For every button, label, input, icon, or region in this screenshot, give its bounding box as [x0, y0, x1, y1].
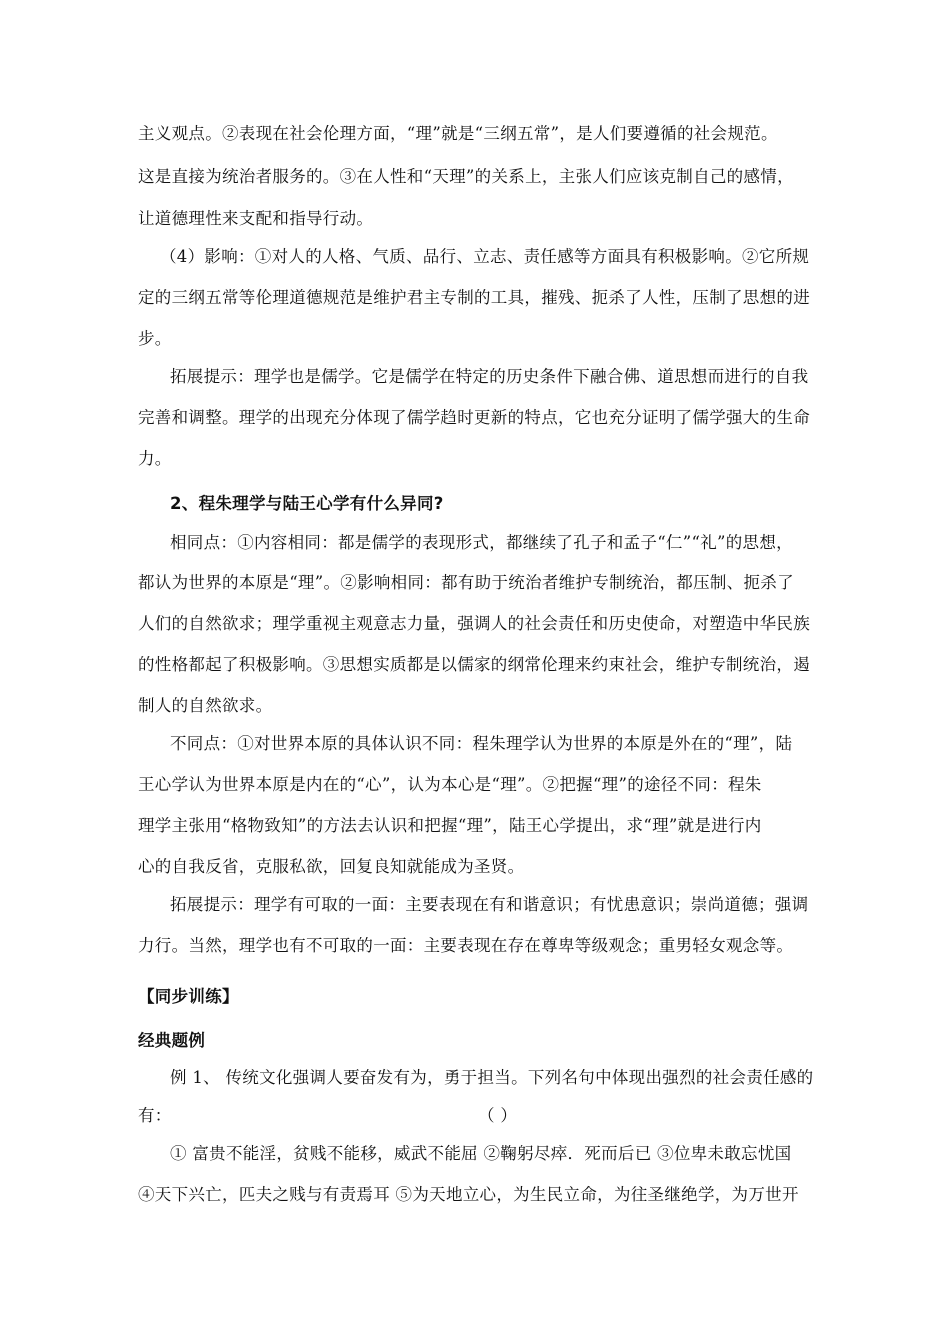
section-heading: 2、程朱理学与陆王心学有什么异同?: [170, 494, 444, 513]
text-line: 相同点：①内容相同：都是儒学的表现形式，都继续了孔子和孟子“仁”“礼”的思想，: [170, 533, 793, 552]
section-heading: 【同步训练】: [138, 987, 239, 1006]
text-line: 王心学认为世界本原是内在的“心”，认为本心是“理”。②把握“理”的途径不同：程朱: [138, 775, 762, 794]
text-line: （4）影响：①对人的人格、气质、品行、立志、责任感等方面具有积极影响。②它所规: [160, 247, 810, 266]
option-line: ④天下兴亡，匹夫之贱与有责焉耳 ⑤为天地立心，为生民立命，为往圣继绝学，为万世开: [138, 1185, 799, 1204]
text-line: 主义观点。②表现在社会伦理方面，“理”就是“三纲五常”，是人们要遵循的社会规范。: [138, 124, 778, 143]
option-line: ① 富贵不能淫，贫贱不能移，威武不能屈 ②鞠躬尽瘁．死而后已 ③位卑未敢忘忧国: [170, 1144, 792, 1163]
text-line: 人们的自然欲求；理学重视主观意志力量，强调人的社会责任和历史使命，对塑造中华民族: [138, 614, 810, 633]
text-line: 都认为世界的本原是“理”。②影响相同：都有助于统治者维护专制统治，都压制、扼杀了: [138, 573, 794, 592]
answer-bracket: （ ）: [478, 1106, 518, 1125]
text-line: 步。: [138, 329, 172, 348]
text-line: 力。: [138, 449, 172, 468]
text-line: 的性格都起了积极影响。③思想实质都是以儒家的纲常伦理来约束社会，维护专制统治，遏: [138, 655, 810, 674]
text-line: 这是直接为统治者服务的。③在人性和“天理”的关系上，主张人们应该克制自己的感情，: [138, 167, 794, 186]
question-text: 例 1、 传统文化强调人要奋发有为，勇于担当。下列名句中体现出强烈的社会责任感的: [170, 1068, 814, 1087]
text-line: 心的自我反省，克服私欲，回复良知就能成为圣贤。: [138, 857, 525, 876]
text-line: 拓展提示：理学也是儒学。它是儒学在特定的历史条件下融合佛、道思想而进行的自我: [170, 367, 809, 386]
text-line: 理学主张用“格物致知”的方法去认识和把握“理”，陆王心学提出，求“理”就是进行内: [138, 816, 762, 835]
text-line: 完善和调整。理学的出现充分体现了儒学趋时更新的特点，它也充分证明了儒学强大的生命: [138, 408, 810, 427]
text-line: 力行。当然，理学也有不可取的一面：主要表现在存在尊卑等级观念；重男轻女观念等。: [138, 936, 794, 955]
text-line: 定的三纲五常等伦理道德规范是维护君主专制的工具，摧残、扼杀了人性，压制了思想的进: [138, 288, 810, 307]
text-line: 让道德理性来支配和指导行动。: [138, 209, 374, 228]
question-text: 有：: [138, 1106, 172, 1125]
text-line: 不同点：①对世界本原的具体认识不同：程朱理学认为世界的本原是外在的“理”，陆: [170, 734, 793, 753]
text-line: 拓展提示：理学有可取的一面：主要表现在有和谐意识；有忧患意识；崇尚道德；强调: [170, 895, 809, 914]
subsection-heading: 经典题例: [138, 1031, 206, 1050]
text-line: 制人的自然欲求。: [138, 696, 273, 715]
